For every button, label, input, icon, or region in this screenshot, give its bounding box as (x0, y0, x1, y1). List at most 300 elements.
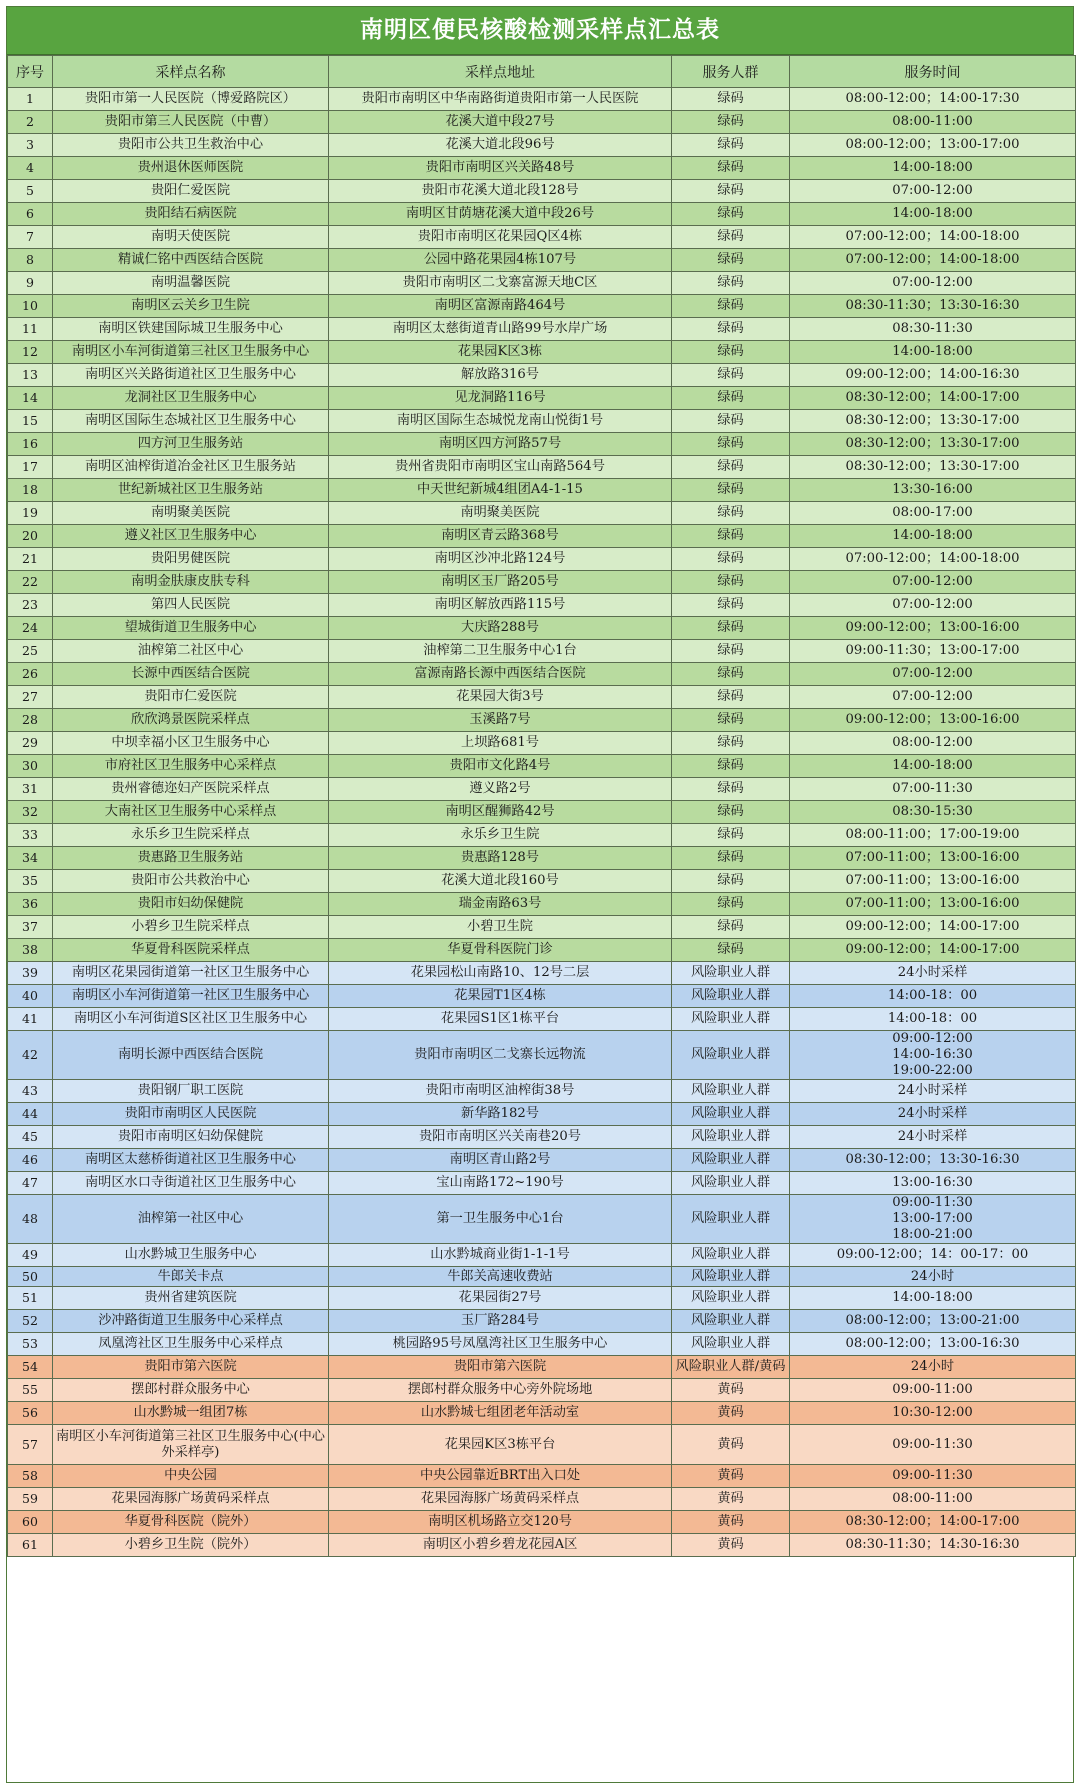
cell-seq: 21 (8, 548, 53, 571)
table-row (8, 249, 1076, 272)
cell-group: 绿码 (672, 525, 790, 548)
cell-group: 绿码 (672, 318, 790, 341)
cell-group: 风险职业人群 (672, 1126, 790, 1149)
cell-time: 24小时采样 (790, 1080, 1076, 1103)
cell-seq: 50 (8, 1267, 53, 1287)
cell-time: 09:00-12:00；13:00-16:00 (790, 709, 1076, 732)
cell-seq: 28 (8, 709, 53, 732)
cell-name: 贵阳市妇幼保健院 (53, 893, 329, 916)
cell-time: 08:00-11:00；17:00-19:00 (790, 824, 1076, 847)
cell-address: 见龙洞路116号 (329, 387, 672, 410)
cell-seq: 16 (8, 433, 53, 456)
cell-time: 09:00-11:30 (790, 1425, 1076, 1465)
table-row (8, 1310, 1076, 1333)
cell-address: 花果园街27号 (329, 1287, 672, 1310)
cell-time: 07:00-11:00；13:00-16:00 (790, 893, 1076, 916)
cell-group: 绿码 (672, 847, 790, 870)
cell-address: 贵阳市第六医院 (329, 1356, 672, 1379)
cell-group: 风险职业人群 (672, 1008, 790, 1031)
cell-address: 桃园路95号凤凰湾社区卫生服务中心 (329, 1333, 672, 1356)
cell-time: 14:00-18:00 (790, 341, 1076, 364)
cell-seq: 44 (8, 1103, 53, 1126)
cell-address: 贵阳市南明区花果园Q区4栋 (329, 226, 672, 249)
cell-name: 小碧乡卫生院采样点 (53, 916, 329, 939)
cell-name: 贵阳市第六医院 (53, 1356, 329, 1379)
cell-name: 南明区兴关路街道社区卫生服务中心 (53, 364, 329, 387)
cell-group: 绿码 (672, 134, 790, 157)
cell-time: 08:00-12:00 (790, 732, 1076, 755)
cell-address: 贵阳市花溪大道北段128号 (329, 180, 672, 203)
cell-time: 08:30-12:00；13:30-17:00 (790, 410, 1076, 433)
cell-name: 贵阳仁爱医院 (53, 180, 329, 203)
cell-address: 南明区四方河路57号 (329, 433, 672, 456)
cell-seq: 55 (8, 1379, 53, 1402)
cell-name: 南明区太慈桥街道社区卫生服务中心 (53, 1149, 329, 1172)
header-seq: 序号 (8, 56, 53, 88)
cell-name: 华夏骨科医院（院外） (53, 1511, 329, 1534)
cell-address: 花果园松山南路10、12号二层 (329, 962, 672, 985)
cell-time: 08:30-12:00；13:30-17:00 (790, 456, 1076, 479)
cell-group: 绿码 (672, 410, 790, 433)
cell-seq: 45 (8, 1126, 53, 1149)
cell-seq: 47 (8, 1172, 53, 1195)
cell-seq: 4 (8, 157, 53, 180)
header-time: 服务时间 (790, 56, 1076, 88)
cell-address: 遵义路2号 (329, 778, 672, 801)
cell-seq: 34 (8, 847, 53, 870)
table-row (8, 203, 1076, 226)
cell-address: 南明区国际生态城悦龙南山悦街1号 (329, 410, 672, 433)
table-row (8, 1534, 1076, 1557)
table-row (8, 1511, 1076, 1534)
cell-address: 中天世纪新城4组团A4-1-15 (329, 479, 672, 502)
cell-name: 山水黔城一组团7栋 (53, 1402, 329, 1425)
cell-name: 摆郎村群众服务中心 (53, 1379, 329, 1402)
cell-name: 南明区花果园街道第一社区卫生服务中心 (53, 962, 329, 985)
cell-group: 黄码 (672, 1534, 790, 1557)
cell-name: 山水黔城卫生服务中心 (53, 1244, 329, 1267)
table-row (8, 1287, 1076, 1310)
cell-seq: 61 (8, 1534, 53, 1557)
cell-address: 贵阳市南明区二戈寨富源天地C区 (329, 272, 672, 295)
cell-name: 贵阳市仁爱医院 (53, 686, 329, 709)
cell-name: 贵惠路卫生服务站 (53, 847, 329, 870)
cell-group: 风险职业人群 (672, 1244, 790, 1267)
cell-address: 南明区富源南路464号 (329, 295, 672, 318)
cell-group: 绿码 (672, 640, 790, 663)
cell-group: 绿码 (672, 617, 790, 640)
cell-name: 龙洞社区卫生服务中心 (53, 387, 329, 410)
cell-seq: 57 (8, 1425, 53, 1465)
table-row (8, 1126, 1076, 1149)
cell-seq: 12 (8, 341, 53, 364)
table-row (8, 778, 1076, 801)
table-row (8, 663, 1076, 686)
cell-name: 牛郎关卡点 (53, 1267, 329, 1287)
cell-name: 南明区小车河街道第一社区卫生服务中心 (53, 985, 329, 1008)
cell-group: 绿码 (672, 548, 790, 571)
cell-time: 09:00-12:00；14：00-17：00 (790, 1244, 1076, 1267)
cell-time: 08:00-12:00；13:00-17:00 (790, 134, 1076, 157)
cell-seq: 1 (8, 88, 53, 111)
cell-address: 贵阳市南明区二戈寨长远物流 (329, 1031, 672, 1080)
cell-name: 南明金肤康皮肤专科 (53, 571, 329, 594)
cell-address: 解放路316号 (329, 364, 672, 387)
cell-time: 08:30-12:00；13:30-17:00 (790, 433, 1076, 456)
cell-group: 绿码 (672, 226, 790, 249)
cell-group: 绿码 (672, 778, 790, 801)
cell-name: 南明区云关乡卫生院 (53, 295, 329, 318)
cell-time: 24小时采样 (790, 1103, 1076, 1126)
cell-address: 贵州省贵阳市南明区宝山南路564号 (329, 456, 672, 479)
cell-seq: 31 (8, 778, 53, 801)
cell-time: 14:00-18:00 (790, 525, 1076, 548)
cell-group: 绿码 (672, 801, 790, 824)
cell-seq: 14 (8, 387, 53, 410)
cell-name: 贵阳市第三人民医院（中曹） (53, 111, 329, 134)
cell-group: 绿码 (672, 502, 790, 525)
header-group: 服务人群 (672, 56, 790, 88)
cell-address: 花溪大道北段160号 (329, 870, 672, 893)
cell-seq: 59 (8, 1488, 53, 1511)
cell-name: 贵阳市公共卫生救治中心 (53, 134, 329, 157)
cell-seq: 49 (8, 1244, 53, 1267)
cell-group: 风险职业人群 (672, 1267, 790, 1287)
cell-address: 花果园K区3栋 (329, 341, 672, 364)
cell-seq: 18 (8, 479, 53, 502)
cell-seq: 26 (8, 663, 53, 686)
cell-address: 南明区甘荫塘花溪大道中段26号 (329, 203, 672, 226)
cell-group: 风险职业人群 (672, 985, 790, 1008)
cell-address: 南明区小碧乡碧龙花园A区 (329, 1534, 672, 1557)
cell-address: 上坝路681号 (329, 732, 672, 755)
table-row (8, 456, 1076, 479)
table-row (8, 1149, 1076, 1172)
cell-group: 绿码 (672, 203, 790, 226)
table-row (8, 686, 1076, 709)
cell-seq: 23 (8, 594, 53, 617)
cell-time: 07:00-12:00 (790, 594, 1076, 617)
cell-name: 望城街道卫生服务中心 (53, 617, 329, 640)
cell-group: 黄码 (672, 1402, 790, 1425)
table-row (8, 617, 1076, 640)
cell-group: 绿码 (672, 341, 790, 364)
cell-name: 长源中西医结合医院 (53, 663, 329, 686)
cell-time: 07:00-12:00 (790, 686, 1076, 709)
cell-seq: 15 (8, 410, 53, 433)
cell-group: 黄码 (672, 1488, 790, 1511)
table-row (8, 387, 1076, 410)
table-row (8, 594, 1076, 617)
cell-name: 大南社区卫生服务中心采样点 (53, 801, 329, 824)
cell-name: 南明温馨医院 (53, 272, 329, 295)
cell-group: 绿码 (672, 88, 790, 111)
cell-address: 华夏骨科医院门诊 (329, 939, 672, 962)
cell-name: 南明区油榨街道冶金社区卫生服务站 (53, 456, 329, 479)
cell-seq: 41 (8, 1008, 53, 1031)
cell-group: 绿码 (672, 111, 790, 134)
table-row (8, 893, 1076, 916)
table-row (8, 1172, 1076, 1195)
cell-seq: 7 (8, 226, 53, 249)
cell-seq: 17 (8, 456, 53, 479)
cell-address: 南明区解放西路115号 (329, 594, 672, 617)
cell-address: 花果园K区3栋平台 (329, 1425, 672, 1465)
cell-address: 贵惠路128号 (329, 847, 672, 870)
table-row (8, 433, 1076, 456)
cell-group: 绿码 (672, 433, 790, 456)
cell-name: 欣欣鸿景医院采样点 (53, 709, 329, 732)
cell-seq: 33 (8, 824, 53, 847)
table-row (8, 111, 1076, 134)
cell-address: 贵阳市南明区兴关南巷20号 (329, 1126, 672, 1149)
cell-address: 南明区青山路2号 (329, 1149, 672, 1172)
cell-time: 14:00-18:00 (790, 755, 1076, 778)
cell-group: 绿码 (672, 732, 790, 755)
cell-seq: 9 (8, 272, 53, 295)
cell-group: 黄码 (672, 1465, 790, 1488)
cell-name: 遵义社区卫生服务中心 (53, 525, 329, 548)
cell-time: 07:00-11:00；13:00-16:00 (790, 847, 1076, 870)
cell-group: 绿码 (672, 709, 790, 732)
cell-name: 贵州睿德迩妇产医院采样点 (53, 778, 329, 801)
cell-seq: 56 (8, 1402, 53, 1425)
cell-seq: 8 (8, 249, 53, 272)
table-row (8, 502, 1076, 525)
cell-time: 08:30-12:00；14:00-17:00 (790, 1511, 1076, 1534)
table-row (8, 962, 1076, 985)
cell-time: 08:00-12:00；14:00-17:30 (790, 88, 1076, 111)
table-row (8, 939, 1076, 962)
cell-group: 绿码 (672, 364, 790, 387)
cell-seq: 37 (8, 916, 53, 939)
cell-time: 07:00-12:00 (790, 663, 1076, 686)
cell-address: 贵阳市文化路4号 (329, 755, 672, 778)
cell-address: 南明区青云路368号 (329, 525, 672, 548)
cell-address: 南明区机场路立交120号 (329, 1511, 672, 1534)
table-row (8, 870, 1076, 893)
cell-name: 贵阳男健医院 (53, 548, 329, 571)
cell-time: 07:00-11:30 (790, 778, 1076, 801)
cell-name: 南明区小车河街道第三社区卫生服务中心 (53, 341, 329, 364)
cell-group: 绿码 (672, 686, 790, 709)
table-body (8, 88, 1076, 1557)
cell-name: 油榨第二社区中心 (53, 640, 329, 663)
table-row (8, 88, 1076, 111)
cell-group: 黄码 (672, 1511, 790, 1534)
cell-name: 沙冲路街道卫生服务中心采样点 (53, 1310, 329, 1333)
cell-time: 09:00-12:00；14:00-17:00 (790, 916, 1076, 939)
cell-name: 南明区小车河街道第三社区卫生服务中心(中心外采样亭) (53, 1425, 329, 1465)
cell-name: 贵州省建筑医院 (53, 1287, 329, 1310)
cell-name: 南明聚美医院 (53, 502, 329, 525)
cell-name: 贵阳市公共救治中心 (53, 870, 329, 893)
cell-seq: 51 (8, 1287, 53, 1310)
cell-name: 中坝幸福小区卫生服务中心 (53, 732, 329, 755)
header-address: 采样点地址 (329, 56, 672, 88)
cell-time: 24小时 (790, 1267, 1076, 1287)
table-row (8, 640, 1076, 663)
cell-address: 油榨第二卫生服务中心1台 (329, 640, 672, 663)
cell-seq: 60 (8, 1511, 53, 1534)
cell-group: 绿码 (672, 824, 790, 847)
table-row (8, 1379, 1076, 1402)
cell-seq: 2 (8, 111, 53, 134)
table-row (8, 364, 1076, 387)
table-row (8, 1488, 1076, 1511)
table-row (8, 1267, 1076, 1287)
table-row (8, 525, 1076, 548)
cell-name: 贵阳市南明区妇幼保健院 (53, 1126, 329, 1149)
cell-seq: 27 (8, 686, 53, 709)
cell-address: 宝山南路172~190号 (329, 1172, 672, 1195)
cell-time: 09:00-11:30；13:00-17:00 (790, 640, 1076, 663)
cell-time: 08:00-12:00；13:00-21:00 (790, 1310, 1076, 1333)
cell-time: 08:30-11:30 (790, 318, 1076, 341)
cell-name: 永乐乡卫生院采样点 (53, 824, 329, 847)
cell-address: 永乐乡卫生院 (329, 824, 672, 847)
cell-time: 07:00-11:00；13:00-16:00 (790, 870, 1076, 893)
cell-group: 风险职业人群 (672, 1310, 790, 1333)
cell-address: 山水黔城七组团老年活动室 (329, 1402, 672, 1425)
cell-group: 绿码 (672, 663, 790, 686)
cell-group: 风险职业人群 (672, 1287, 790, 1310)
cell-time: 09:00-12:00；13:00-16:00 (790, 617, 1076, 640)
cell-time: 13:30-16:00 (790, 479, 1076, 502)
table-row (8, 755, 1076, 778)
cell-time: 14:00-18：00 (790, 1008, 1076, 1031)
table-row (8, 801, 1076, 824)
cell-address: 花果园S1区1栋平台 (329, 1008, 672, 1031)
cell-address: 中央公园靠近BRT出入口处 (329, 1465, 672, 1488)
cell-group: 绿码 (672, 479, 790, 502)
table-row (8, 1333, 1076, 1356)
cell-seq: 20 (8, 525, 53, 548)
cell-name: 市府社区卫生服务中心采样点 (53, 755, 329, 778)
cell-name: 小碧乡卫生院（院外） (53, 1534, 329, 1557)
cell-seq: 54 (8, 1356, 53, 1379)
cell-time: 07:00-12:00 (790, 180, 1076, 203)
cell-name: 油榨第一社区中心 (53, 1195, 329, 1244)
cell-group: 绿码 (672, 180, 790, 203)
table-title: 南明区便民核酸检测采样点汇总表 (7, 7, 1073, 55)
cell-group: 风险职业人群 (672, 962, 790, 985)
cell-group: 黄码 (672, 1379, 790, 1402)
cell-group: 绿码 (672, 249, 790, 272)
table-row (8, 1402, 1076, 1425)
cell-time: 14:00-18：00 (790, 985, 1076, 1008)
cell-seq: 40 (8, 985, 53, 1008)
cell-group: 绿码 (672, 456, 790, 479)
cell-group: 风险职业人群 (672, 1031, 790, 1080)
table-row (8, 157, 1076, 180)
cell-time: 08:00-12:00；13:00-16:30 (790, 1333, 1076, 1356)
cell-address: 南明区沙冲北路124号 (329, 548, 672, 571)
cell-group: 风险职业人群/黄码 (672, 1356, 790, 1379)
cell-seq: 53 (8, 1333, 53, 1356)
cell-address: 花果园T1区4栋 (329, 985, 672, 1008)
cell-address: 山水黔城商业街1-1-1号 (329, 1244, 672, 1267)
cell-time: 09:00-12:00；14:00-17:00 (790, 939, 1076, 962)
cell-seq: 30 (8, 755, 53, 778)
cell-time: 14:00-18:00 (790, 1287, 1076, 1310)
cell-address: 花溪大道中段27号 (329, 111, 672, 134)
cell-address: 贵阳市南明区油榨街38号 (329, 1080, 672, 1103)
cell-group: 风险职业人群 (672, 1195, 790, 1244)
cell-name: 花果园海豚广场黄码采样点 (53, 1488, 329, 1511)
cell-time: 09:00-12:00；14:00-16:30 (790, 364, 1076, 387)
cell-time: 08:00-11:00 (790, 111, 1076, 134)
table-row (8, 571, 1076, 594)
cell-seq: 5 (8, 180, 53, 203)
cell-group: 黄码 (672, 1425, 790, 1465)
cell-address: 南明区醒狮路42号 (329, 801, 672, 824)
cell-group: 绿码 (672, 157, 790, 180)
table-row (8, 1031, 1076, 1080)
cell-address: 新华路182号 (329, 1103, 672, 1126)
table-row (8, 295, 1076, 318)
cell-name: 南明区小车河街道S区社区卫生服务中心 (53, 1008, 329, 1031)
table-row (8, 479, 1076, 502)
table-row (8, 824, 1076, 847)
table-row (8, 318, 1076, 341)
cell-address: 南明区玉厂路205号 (329, 571, 672, 594)
table-row (8, 1008, 1076, 1031)
cell-seq: 36 (8, 893, 53, 916)
cell-time: 09:00-12:00 14:00-16:30 19:00-22:00 (790, 1031, 1076, 1080)
cell-time: 24小时采样 (790, 1126, 1076, 1149)
cell-time: 08:30-11:30；13:30-16:30 (790, 295, 1076, 318)
cell-seq: 22 (8, 571, 53, 594)
cell-address: 摆郎村群众服务中心旁外院场地 (329, 1379, 672, 1402)
cell-address: 南明区太慈街道青山路99号水岸广场 (329, 318, 672, 341)
cell-address: 花溪大道北段96号 (329, 134, 672, 157)
cell-time: 24小时采样 (790, 962, 1076, 985)
table-row (8, 1103, 1076, 1126)
cell-time: 08:00-17:00 (790, 502, 1076, 525)
table-row (8, 410, 1076, 433)
cell-time: 07:00-12:00 (790, 272, 1076, 295)
table-row (8, 1080, 1076, 1103)
cell-time: 07:00-12:00；14:00-18:00 (790, 548, 1076, 571)
table-row (8, 1356, 1076, 1379)
cell-seq: 38 (8, 939, 53, 962)
cell-address: 瑞金南路63号 (329, 893, 672, 916)
cell-seq: 39 (8, 962, 53, 985)
cell-seq: 43 (8, 1080, 53, 1103)
cell-name: 中央公园 (53, 1465, 329, 1488)
cell-name: 第四人民医院 (53, 594, 329, 617)
sampling-points-table (7, 55, 1076, 1557)
cell-address: 花果园海豚广场黄码采样点 (329, 1488, 672, 1511)
header-row (8, 56, 1076, 88)
cell-seq: 58 (8, 1465, 53, 1488)
cell-name: 精诚仁铭中西医结合医院 (53, 249, 329, 272)
table-row (8, 180, 1076, 203)
cell-time: 10:30-12:00 (790, 1402, 1076, 1425)
table-row (8, 847, 1076, 870)
table-row (8, 1195, 1076, 1244)
cell-address: 贵阳市南明区兴关路48号 (329, 157, 672, 180)
cell-time: 14:00-18:00 (790, 203, 1076, 226)
cell-time: 07:00-12:00；14:00-18:00 (790, 226, 1076, 249)
cell-group: 绿码 (672, 893, 790, 916)
table-row (8, 1244, 1076, 1267)
table-row (8, 226, 1076, 249)
cell-time: 08:30-12:00；14:00-17:00 (790, 387, 1076, 410)
cell-group: 风险职业人群 (672, 1149, 790, 1172)
cell-name: 贵阳市第一人民医院（博爱路院区） (53, 88, 329, 111)
